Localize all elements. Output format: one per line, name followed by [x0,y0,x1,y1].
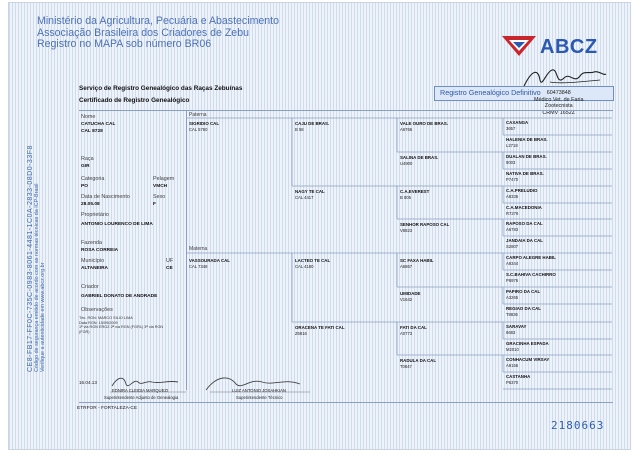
g3-reg: V8823 [400,228,413,233]
g4-name: GRACINHA ESPADA [506,341,549,346]
pedigree-g3-node [400,325,427,336]
certificate-subtitle: Certificado de Registro Genealógico [79,97,190,104]
animal-state: CE [166,266,173,271]
pedigree-g4-node [506,272,556,283]
g4-name: CONHACUM VIRSAY [506,357,550,362]
g4-reg: 9003 [506,160,516,165]
animal-city: ALTANEIRA [81,266,109,271]
g4-name: DUALAN DE BRAS. [506,154,547,159]
pedigree-g4-node [506,171,544,182]
sd-name: NAGY TE CAL [295,189,325,194]
pedigree-g4-node [506,221,543,232]
obs-line-1: Téc. RGN: MARCO SILIO LIMA [79,316,133,320]
g4-reg: A8336 [506,194,519,199]
vet-crmv: CRMV 1652Z [542,109,576,116]
g4-reg: A9156 [506,363,519,368]
register-type: Registro Genealógico Definitivo [440,88,541,97]
pedigree-g4-node [506,357,549,368]
pedigree-g4-node [506,289,540,300]
g4-reg: P6370 [506,380,519,385]
pedigree-dam-sire [295,258,330,269]
g4-name: S.C.BAHIVA CACHIRRO [506,272,556,277]
g4-name: HALENIA DE BRAS. [506,137,548,142]
g4-name: PAPIRO DA CAL [506,289,541,294]
animal-sex: F [153,202,156,207]
vet-name: Médico Vet. de Faria [534,96,584,103]
right-signer-title: Superintendente Técnico [236,395,283,400]
g4-reg: A3265 [506,295,519,300]
g4-reg: 3657 [506,126,516,131]
pedigree-g3-node [400,291,421,302]
pedigree-g4-node [506,137,548,148]
pedigree-sire-dam [295,189,325,200]
dd-reg: Z6816 [295,331,307,336]
g3-reg: A0773 [400,331,413,336]
pedigree-g4-node [506,238,543,249]
certificate-title: Serviço de Registro Genealógico das Raças Zebuínas [79,85,243,92]
breeder-label: Criador [81,284,99,290]
g3-name: SC FAXA HABIL [400,258,434,263]
header-line-1: Ministério da Agricultura, Pecuária e Abastecimento [37,15,280,27]
g3-reg: B 805 [400,195,411,200]
bottom-rule [79,402,613,403]
g4-reg: L2718 [506,143,518,148]
g3-name: SALINA DE BRAS. [400,155,439,160]
animal-register: CAL 8728 [81,129,103,134]
sd-reg: CAL 4417 [295,195,314,200]
pedigree-g4-node [506,374,530,385]
owner-label: Proprietário [81,212,109,218]
birth-label: Data de Nascimento [81,194,130,200]
g3-reg: V1642 [400,297,413,302]
pedigree-g3-node [400,121,448,132]
right-signer-name: LUIZ ANTONIO JOSAHKIAN [232,388,286,393]
g4-reg: 6683 [506,330,516,335]
g4-reg: A6783 [506,227,519,232]
pedigree-sire-sire [295,121,329,132]
pedigree-g3-node [400,189,429,200]
left-signer-title: Superintendente Adjunto de Genealogia [104,395,179,400]
g3-name: RADULA DA CAL [400,358,437,363]
pedigree-g4-node [506,341,549,352]
animal-farm: ROSA CORREIA [81,248,119,253]
obs-line-3: 1ª via RGN ERGZ 2ª via RGN (FGRL) 3ª via RGN [79,325,164,330]
g4-reg: M2010 [506,347,519,352]
coat-label: Pelagem [153,176,175,182]
sire-section-label: Paterna [189,112,207,118]
pedigree-g3-node [400,258,434,269]
g4-name: NATIVA DE BRAS. [506,171,544,176]
g3-reg: A6867 [400,264,413,269]
g4-name: REGIAO DA CAL [506,306,541,311]
pedigree-sire [189,121,219,132]
name-label: Nome [81,114,96,120]
security-code-note: Código de segurança emitido de acordo com as normas técnicas da ICP-Brasil [34,183,40,372]
category-label: Categoria [81,176,105,182]
pedigree-g3-node [400,358,436,369]
dam-reg: CAL 7348 [189,264,208,269]
obs-line-4: (FGR) [79,329,90,334]
ss-reg: B 58 [295,127,304,132]
g4-reg: R7276 [506,211,519,216]
security-code-value: CE8-FB17-FF0C-735C-0983-8061-4481-1C0A-2833-08D0-33F8 [27,145,34,372]
pedigree-g4-node [506,205,542,216]
pedigree-dam [189,258,230,269]
sire-reg: CAL 5760 [189,127,208,132]
left-signer-name: EDNIRA CLEIDIA MARQUEZI [112,388,169,393]
g3-reg: T0847 [400,364,412,369]
security-code-verify: Verifique a autenticidade em www.abcz.org.br [40,262,46,372]
g4-reg: T8836 [506,312,518,317]
state-label: UF [166,258,174,264]
header-line-2: Associação Brasileira dos Criadores de Zebu [37,26,249,39]
dam-name: VASSOURADA CAL [189,258,230,263]
vet-code: 60473848 [546,90,571,96]
g3-name: UMIDADE [400,291,421,296]
pedigree-g3-node [400,155,438,166]
sex-label: Sexo [153,194,166,200]
dd-name: ORACENA TE FATI CAL [295,325,345,330]
g4-name: RAPOSO DA CAL [506,221,543,226]
g3-name: VALE OURO DE BRAS. [400,121,448,126]
animal-coat: VMCH [153,184,168,189]
g4-reg: S2807 [506,244,519,249]
pedigree-g4-node [506,154,547,165]
pedigree-g4-node [506,324,526,335]
city-label: Município [81,258,105,264]
g3-reg: U4900 [400,161,413,166]
animal-birth: 28.05.08 [81,202,100,207]
g4-name: CARPO ALEGRE HABIL [506,255,556,260]
animal-breed: GIR [81,164,90,169]
g4-name: SARAVAY [506,324,527,329]
g4-name: C.A.MACEDONIA [506,205,542,210]
g4-reg: A9344 [506,261,519,266]
pedigree-g4-node [506,306,541,317]
office-footer: ETRFOR - FORTALEZA-CE [77,406,138,411]
obs-label: Observações [81,307,113,313]
serial-number: 2180663 [551,419,605,432]
dam-section-label: Materna [189,246,208,252]
sire-name: SIGRIDIO CAL [189,121,220,126]
g3-name: FATI DA CAL [400,325,427,330]
g3-name: SENHOR RAPOSO CAL [400,222,450,227]
breed-label: Raça [81,156,94,162]
pedigree-g4-node [506,188,537,199]
g3-reg: A6766 [400,127,413,132]
g4-name: C.A.PRELUDIO [506,188,538,193]
ss-name: CAJU DE BRAS. [295,121,330,126]
pedigree-g4-node [506,255,556,266]
animal-name: CATUCHA CAL [81,122,116,127]
g4-name: CASTANHA [506,374,531,379]
ds-reg: CAL 4180 [295,264,314,269]
pedigree-g3-node [400,222,449,233]
issue-date: 16.04.13 [79,380,97,385]
g4-name: CAXANGA [506,120,529,125]
header-line-3: Registro no MAPA sob número BR06 [37,38,212,51]
brand-name: ABCZ [540,36,598,58]
farm-label: Fazenda [81,240,102,246]
obs-line-2: Data RGN: 15/09/2009 [79,320,118,325]
animal-owner: ANTONIO LOURENCO DE LIMA [81,222,153,227]
g4-name: JANDAIA DA CAL [506,238,543,243]
g4-reg: P6976 [506,278,519,283]
animal-category: PO [81,184,88,189]
pedigree-dam-dam [295,325,345,336]
ds-name: LACTEO TE CAL [295,258,331,263]
animal-breeder: GABRIEL DONATO DE ANDRADE [81,294,158,299]
g3-name: C.A.EVEREST [400,189,430,194]
g4-reg: P7470 [506,177,519,182]
pedigree-g4-node [506,120,528,131]
vet-title: Zootecnista [544,103,573,110]
